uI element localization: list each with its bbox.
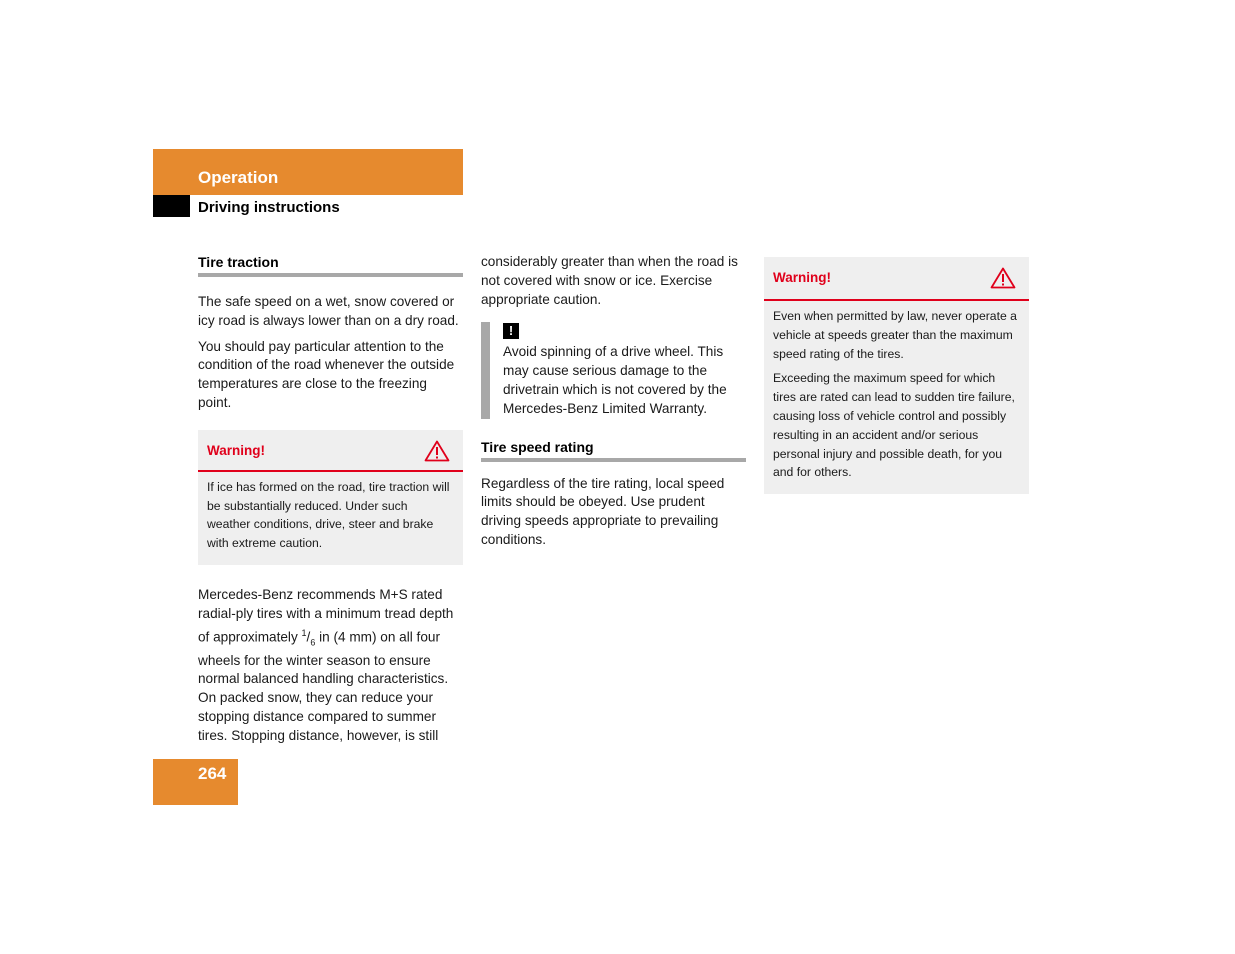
warning-box	[764, 257, 1029, 494]
paragraph: You should pay particular attention to the condition of the road whenever the outside temperatures are close to the freezing point.	[198, 338, 455, 410]
notice-text: Avoid spinning of a drive wheel. This may cause serious damage to the drivetrain which is not covered by the Mercedes-Benz Limited Warranty.	[503, 344, 727, 416]
warning-label: Warning!	[773, 270, 831, 285]
warning-box	[198, 430, 463, 565]
warning-text: Exceeding the maximum speed for which tires are rated can lead to sudden tire failure, causing loss of vehicle control and possibly resulting in an accident and/or serious personal injury and possible death, for you and for others.	[773, 371, 1015, 480]
notice-box	[481, 322, 746, 418]
column-2	[481, 253, 746, 557]
paragraph: Regardless of the tire rating, local speed limits should be obeyed. Use prudent driving speeds appropriate to prevailing conditions.	[481, 475, 725, 547]
warning-text: If ice has formed on the road, tire traction will be substantially reduced. Under such weather conditions, drive, steer and brake with extreme caution.	[207, 479, 450, 551]
heading-tire-speed-rating: Tire speed rating	[481, 439, 746, 462]
paragraph: Mercedes-Benz recommends M+S rated radial-ply tires with a minimum tread depth of approximately $^1/_6$ in (4 mm) on all four wheels for the winter season to ensure normal balanced handling characteristics. On packed snow, they can reduce your stopping distance compared to summer tires. Stopping distance, however, is still	[198, 586, 454, 743]
warning-label: Warning!	[207, 442, 265, 458]
column-3	[764, 257, 1029, 494]
warning-title-bar	[198, 430, 463, 472]
header-tab-marker	[153, 195, 190, 217]
page-number: 264	[198, 764, 227, 783]
warning-text: Even when permitted by law, never operate a vehicle at speeds greater than the maximum speed rating of the tires.	[773, 309, 1017, 361]
warning-triangle-icon	[424, 440, 450, 462]
warning-title-bar	[764, 257, 1029, 301]
exclamation-icon: !	[503, 323, 519, 339]
subsection-title: Driving instructions	[198, 199, 340, 216]
column-1	[198, 254, 463, 753]
paragraph: The safe speed on a wet, snow covered or icy road is always lower than on a dry road.	[198, 294, 459, 328]
warning-triangle-icon	[990, 267, 1016, 289]
section-title: Operation	[198, 168, 279, 187]
paragraph: considerably greater than when the road is not covered with snow or ice. Exercise appropriate caution.	[481, 254, 738, 307]
heading-tire-traction: Tire traction	[198, 254, 463, 277]
